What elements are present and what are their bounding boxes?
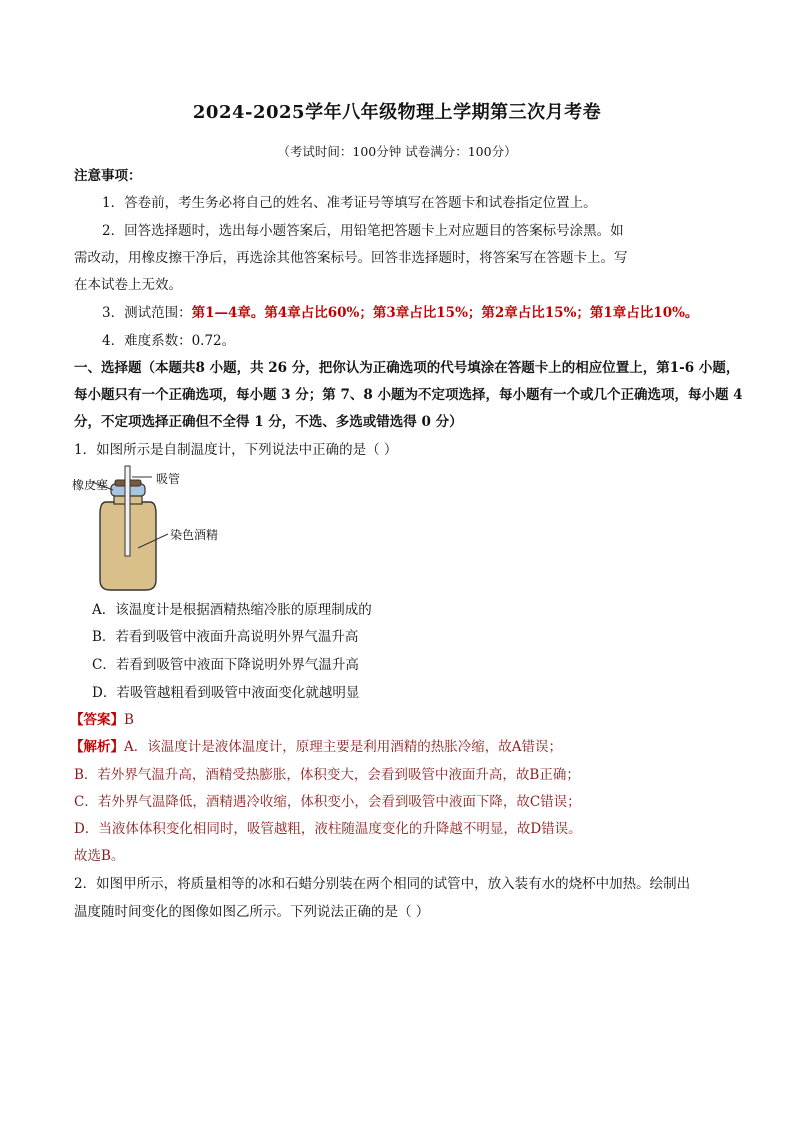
option-d: D．若吸管越粗看到吸管中液面变化就越明显 [92, 685, 360, 701]
answer-value: B [124, 712, 134, 728]
question-1-stem: 1．如图所示是自制温度计，下列说法中正确的是（ ） [74, 442, 398, 458]
section-heading-line-2: 每小题只有一个正确选项，每小题 3 分；第 7、8 小题为不定项选择，每小题有一个或几个正确选项，每小题 4 [74, 387, 743, 403]
answer-line [70, 710, 134, 730]
notice-item-3-label: 3．测试范围： [102, 305, 192, 321]
section-heading-line-1: 一、选择题（本题共8 小题，共 26 分，把你认为正确选项的代号填涂在答题卡上的相应位置上，第1-6 小题， [74, 360, 740, 376]
thermometer-figure [70, 462, 240, 597]
exam-info: （考试时间：100分钟 试卷满分：100分） [277, 144, 517, 159]
analysis-line-4: D．当液体体积变化相同时，吸管越粗，液柱随温度变化的升降越不明显，故D错误。 [74, 821, 582, 837]
question-2-line-1: 2．如图甲所示，将质量相等的冰和石蜡分别装在两个相同的试管中，放入装有水的烧杯中加热。绘制出 [74, 876, 691, 892]
option-b: B．若看到吸管中液面升高说明外界气温升高 [92, 629, 359, 645]
notice-item-1: 1．答卷前，考生务必将自己的姓名、准考证号等填写在答题卡和试卷指定位置上。 [102, 195, 597, 211]
test-scope: 第1—4章。第4章占比60%；第3章占比15%；第2章占比15%；第1章占比10%。 [191, 305, 699, 321]
analysis-text-a: A．该温度计是液体温度计，原理主要是利用酒精的热胀冷缩，故A错误； [124, 739, 562, 755]
notice-item-4: 4．难度系数：0.72。 [102, 333, 236, 349]
question-2-line-2: 温度随时间变化的图像如图乙所示。下列说法正确的是（ ） [74, 904, 430, 920]
analysis-line-2: B．若外界气温升高，酒精受热膨胀，体积变大，会看到吸管中液面升高，故B正确； [74, 767, 580, 783]
analysis-line-3: C．若外界气温降低，酒精遇冷收缩，体积变小，会看到吸管中液面下降，故C错误； [74, 794, 581, 810]
option-a: A．该温度计是根据酒精热缩冷胀的原理制成的 [92, 602, 372, 618]
notice-item-2-line-2: 需改动，用橡皮擦干净后，再选涂其他答案标号。回答非选择题时，将答案写在答题卡上。写 [74, 250, 628, 266]
notice-item-3 [102, 303, 698, 323]
option-c: C．若看到吸管中液面下降说明外界气温升高 [92, 657, 359, 673]
straw-label: 吸管 [156, 472, 181, 486]
analysis-line-1 [70, 737, 562, 757]
alcohol-label: 染色酒精 [170, 528, 219, 542]
straw-shape [125, 466, 130, 556]
notice-item-2-line-1: 2．回答选择题时，选出每小题答案后，用铅笔把答题卡上对应题目的答案标号涂黑。如 [102, 223, 624, 239]
stopper-label: 橡皮塞 [72, 478, 109, 492]
page-title: 2024-2025学年八年级物理上学期第三次月考卷 [192, 102, 602, 123]
notice-heading: 注意事项： [74, 168, 142, 184]
notice-item-2-line-3: 在本试卷上无效。 [74, 277, 182, 293]
section-heading-line-3: 分，不定项选择正确但不全得 1 分，不选、多选或错选得 0 分） [74, 414, 463, 430]
analysis-conclusion: 故选B。 [74, 848, 125, 864]
answer-tag: 【答案】 [70, 712, 124, 728]
analysis-tag: 【解析】 [70, 739, 124, 755]
